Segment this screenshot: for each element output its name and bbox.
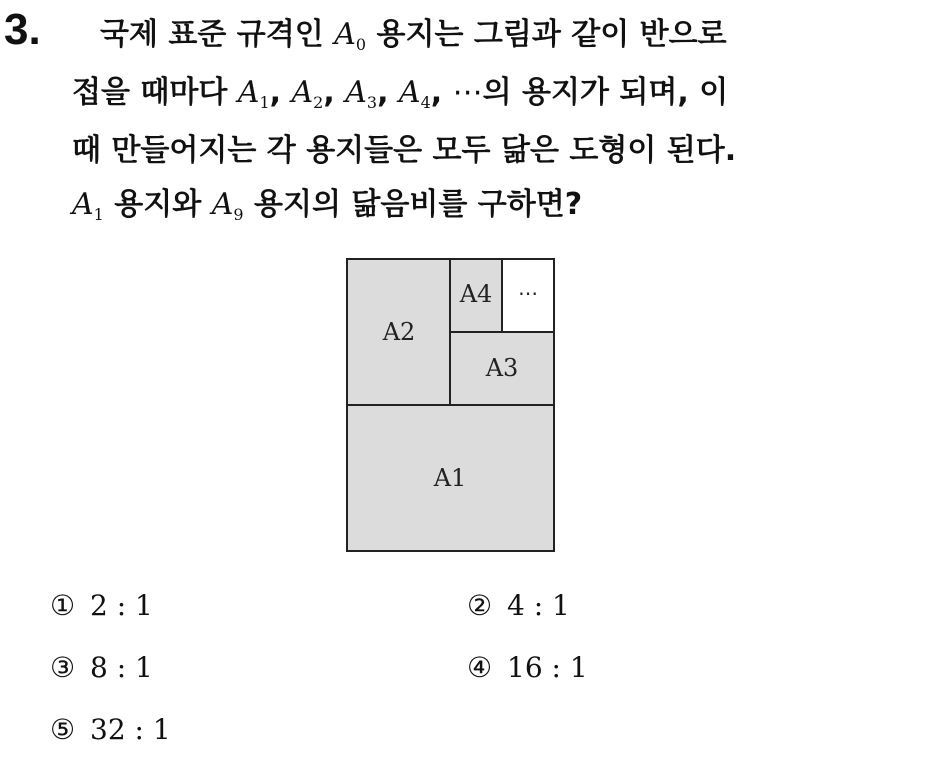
label-rest: ⋯	[518, 281, 538, 305]
math-a1	[238, 75, 270, 110]
comma: ,	[269, 75, 292, 110]
choice-text: 16 : 1	[507, 651, 588, 684]
math-base: A	[345, 75, 367, 110]
math-a4	[399, 75, 431, 110]
choice-3[interactable]	[50, 651, 153, 684]
math-subscript: 2	[313, 93, 324, 112]
choice-marker: ②	[467, 589, 493, 622]
question-text: 용지와	[103, 187, 212, 222]
question-text: 용지는 그림과 같이 반으로	[366, 17, 727, 52]
question-line-4	[72, 187, 583, 224]
math-base: A	[211, 187, 234, 222]
label-a1: A1	[433, 464, 467, 492]
math-base: A	[398, 75, 421, 110]
comma: ,	[377, 75, 399, 110]
math-base: A	[72, 187, 94, 222]
choice-1[interactable]	[50, 589, 153, 622]
math-a2	[292, 75, 324, 110]
comma: ,	[323, 75, 346, 110]
choice-text: 4 : 1	[507, 589, 570, 622]
choice-marker: ①	[50, 589, 76, 622]
question-line-2	[72, 75, 729, 112]
choice-marker: ③	[50, 651, 76, 684]
choice-2[interactable]	[467, 589, 570, 622]
choice-marker: ④	[467, 651, 493, 684]
math-subscript: 4	[420, 93, 431, 112]
math-base: A	[291, 75, 314, 110]
label-a2: A2	[382, 318, 416, 346]
choice-4[interactable]	[467, 651, 588, 684]
math-base: A	[334, 17, 356, 52]
question-line-1	[100, 17, 727, 54]
question-text: 의 용지가 되며, 이	[482, 75, 729, 110]
math-a3	[345, 75, 377, 110]
choice-text: 2 : 1	[90, 589, 153, 622]
math-base: A	[237, 75, 260, 110]
label-a3: A3	[485, 354, 519, 382]
ellipsis: ⋯	[452, 75, 483, 110]
comma: ,	[430, 75, 453, 110]
choice-marker: ⑤	[50, 713, 76, 746]
math-subscript: 1	[259, 93, 270, 112]
question-number: 3.	[4, 5, 41, 54]
question-line-3: 때 만들어지는 각 용지들은 모두 닮은 도형이 된다.	[72, 133, 737, 168]
label-a4: A4	[459, 280, 493, 308]
paper-size-figure	[346, 258, 555, 552]
choice-5[interactable]	[50, 713, 171, 746]
math-a9	[212, 187, 244, 222]
math-a1	[72, 187, 104, 222]
math-subscript: 9	[233, 205, 244, 224]
math-subscript: 0	[355, 35, 367, 54]
math-subscript: 1	[93, 205, 104, 224]
math-a0	[334, 17, 366, 52]
choice-text: 32 : 1	[90, 713, 171, 746]
choice-text: 8 : 1	[90, 651, 153, 684]
math-subscript: 3	[366, 93, 378, 112]
question-text: 국제 표준 규격인	[100, 17, 335, 52]
question-text: 접을 때마다	[72, 75, 238, 110]
question-text: 용지의 닮음비를 구하면?	[243, 187, 583, 222]
